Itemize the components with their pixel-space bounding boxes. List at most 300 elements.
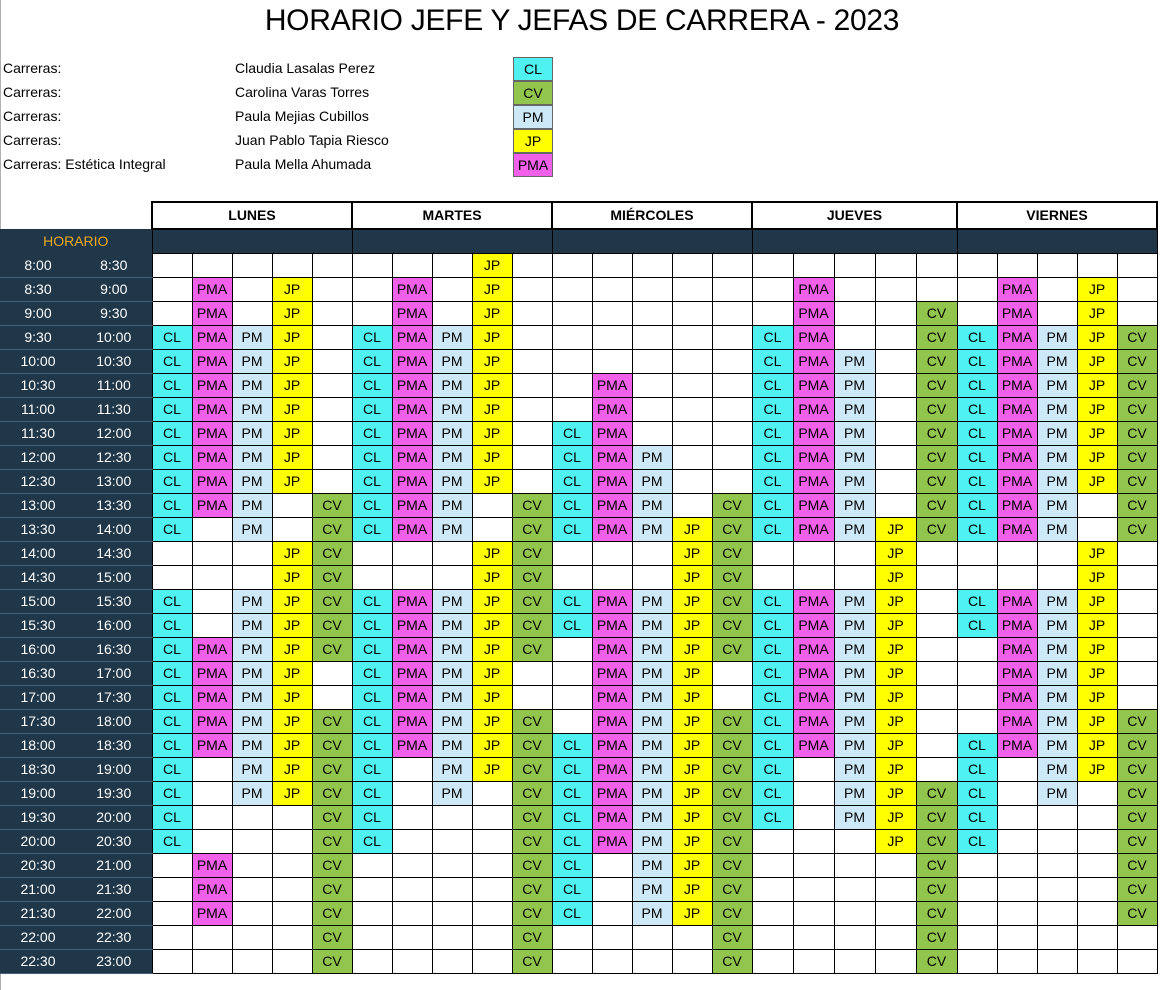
- schedule-cell: PMA: [592, 397, 632, 421]
- schedule-cell: CL: [552, 829, 592, 853]
- schedule-cell: JP: [472, 253, 512, 277]
- schedule-cell: [712, 373, 752, 397]
- legend-person-name: Carolina Varas Torres: [235, 84, 370, 100]
- schedule-cell: PM: [834, 685, 875, 709]
- schedule-cell: [875, 445, 916, 469]
- schedule-cell: CL: [957, 829, 997, 853]
- schedule-cell: PMA: [793, 637, 834, 661]
- schedule-cell: PM: [632, 853, 672, 877]
- schedule-cell: [272, 493, 312, 517]
- schedule-cell: CL: [752, 421, 793, 445]
- schedule-cell: PMA: [192, 301, 232, 325]
- schedule-cell: PMA: [592, 709, 632, 733]
- schedule-cell: CV: [1117, 469, 1157, 493]
- schedule-cell: [512, 349, 552, 373]
- table-row: [0, 565, 1157, 589]
- schedule-cell: PM: [1037, 733, 1077, 757]
- schedule-cell: CL: [352, 613, 392, 637]
- schedule-cell: [875, 949, 916, 973]
- schedule-cell: PM: [632, 757, 672, 781]
- table-row: [0, 685, 1157, 709]
- slot-end-time: 19:30: [76, 781, 152, 805]
- schedule-cell: [793, 253, 834, 277]
- schedule-cell: JP: [1077, 541, 1117, 565]
- schedule-cell: PM: [1037, 349, 1077, 373]
- page-title: HORARIO JEFE Y JEFAS DE CARRERA - 2023: [264, 4, 900, 37]
- table-row: [0, 469, 1157, 493]
- table-row: [0, 805, 1157, 829]
- schedule-cell: CV: [312, 517, 352, 541]
- schedule-cell: [712, 301, 752, 325]
- legend-person-name: Paula Mejias Cubillos: [235, 108, 369, 124]
- schedule-cell: CV: [312, 877, 352, 901]
- slot-start-time: 15:30: [0, 613, 76, 637]
- schedule-cell: JP: [272, 781, 312, 805]
- schedule-cell: PMA: [192, 853, 232, 877]
- schedule-cell: PM: [432, 685, 472, 709]
- schedule-cell: PM: [232, 493, 272, 517]
- schedule-cell: CL: [957, 421, 997, 445]
- slot-start-time: 13:30: [0, 517, 76, 541]
- table-row: [0, 661, 1157, 685]
- slot-start-time: 17:00: [0, 685, 76, 709]
- schedule-cell: JP: [875, 661, 916, 685]
- schedule-cell: CV: [1117, 829, 1157, 853]
- schedule-cell: [672, 253, 712, 277]
- schedule-cell: [793, 949, 834, 973]
- schedule-cell: [672, 493, 712, 517]
- schedule-cell: [1037, 277, 1077, 301]
- schedule-cell: [875, 349, 916, 373]
- schedule-cell: JP: [272, 373, 312, 397]
- slot-end-time: 23:00: [76, 949, 152, 973]
- schedule-cell: PMA: [997, 589, 1037, 613]
- schedule-cell: PMA: [392, 709, 432, 733]
- schedule-cell: [272, 853, 312, 877]
- schedule-cell: JP: [875, 589, 916, 613]
- schedule-cell: PM: [632, 685, 672, 709]
- schedule-cell: JP: [472, 325, 512, 349]
- schedule-cell: [1117, 925, 1157, 949]
- slot-start-time: 10:30: [0, 373, 76, 397]
- schedule-cell: [392, 805, 432, 829]
- schedule-cell: [192, 781, 232, 805]
- schedule-cell: PM: [632, 445, 672, 469]
- schedule-cell: CV: [916, 421, 957, 445]
- schedule-cell: CV: [512, 877, 552, 901]
- schedule-cell: CL: [152, 733, 192, 757]
- schedule-cell: CV: [916, 469, 957, 493]
- schedule-cell: [512, 301, 552, 325]
- schedule-cell: [152, 901, 192, 925]
- schedule-cell: [512, 277, 552, 301]
- schedule-cell: PMA: [192, 661, 232, 685]
- schedule-cell: CV: [916, 877, 957, 901]
- schedule-cell: PMA: [592, 445, 632, 469]
- schedule-cell: JP: [272, 637, 312, 661]
- schedule-cell: [712, 325, 752, 349]
- schedule-cell: [152, 565, 192, 589]
- slot-end-time: 19:00: [76, 757, 152, 781]
- schedule-cell: [1077, 877, 1117, 901]
- schedule-cell: CV: [312, 493, 352, 517]
- schedule-cell: [472, 829, 512, 853]
- schedule-cell: CV: [712, 901, 752, 925]
- schedule-cell: PMA: [793, 325, 834, 349]
- schedule-cell: [192, 253, 232, 277]
- schedule-cell: [875, 397, 916, 421]
- schedule-cell: PMA: [192, 709, 232, 733]
- schedule-cell: JP: [672, 613, 712, 637]
- schedule-cell: PMA: [392, 397, 432, 421]
- slot-start-time: 12:30: [0, 469, 76, 493]
- schedule-cell: JP: [672, 733, 712, 757]
- schedule-cell: PM: [432, 781, 472, 805]
- schedule-cell: [793, 901, 834, 925]
- schedule-cell: CV: [312, 541, 352, 565]
- schedule-cell: PM: [1037, 661, 1077, 685]
- schedule-cell: PM: [432, 637, 472, 661]
- schedule-cell: [916, 565, 957, 589]
- schedule-cell: PM: [432, 757, 472, 781]
- schedule-cell: PM: [834, 637, 875, 661]
- slot-start-time: 21:30: [0, 901, 76, 925]
- schedule-cell: [632, 925, 672, 949]
- schedule-cell: [834, 949, 875, 973]
- schedule-cell: JP: [672, 757, 712, 781]
- schedule-cell: [997, 877, 1037, 901]
- schedule-cell: PMA: [392, 661, 432, 685]
- schedule-cell: [552, 253, 592, 277]
- schedule-cell: CL: [152, 685, 192, 709]
- schedule-cell: PMA: [997, 445, 1037, 469]
- schedule-cell: PM: [834, 589, 875, 613]
- schedule-cell: [834, 325, 875, 349]
- schedule-cell: [957, 877, 997, 901]
- schedule-cell: [512, 421, 552, 445]
- legend-row: [0, 57, 560, 81]
- schedule-cell: [957, 565, 997, 589]
- schedule-cell: JP: [272, 445, 312, 469]
- schedule-cell: CV: [512, 541, 552, 565]
- schedule-cell: CL: [957, 757, 997, 781]
- schedule-cell: [916, 709, 957, 733]
- schedule-cell: [712, 469, 752, 493]
- schedule-cell: CL: [957, 469, 997, 493]
- slot-start-time: 17:30: [0, 709, 76, 733]
- schedule-cell: CL: [352, 709, 392, 733]
- schedule-cell: [916, 613, 957, 637]
- schedule-cell: [712, 397, 752, 421]
- schedule-cell: CV: [312, 949, 352, 973]
- schedule-cell: PMA: [793, 733, 834, 757]
- schedule-cell: CL: [552, 613, 592, 637]
- schedule-cell: PMA: [392, 733, 432, 757]
- schedule-cell: [1077, 829, 1117, 853]
- schedule-cell: PMA: [592, 517, 632, 541]
- legend-code-badge: CL: [513, 57, 553, 81]
- schedule-cell: CL: [152, 421, 192, 445]
- schedule-cell: CL: [152, 589, 192, 613]
- schedule-cell: [712, 253, 752, 277]
- schedule-cell: CL: [152, 373, 192, 397]
- schedule-cell: [1077, 901, 1117, 925]
- schedule-cell: JP: [272, 349, 312, 373]
- schedule-cell: CL: [752, 325, 793, 349]
- slot-end-time: 22:00: [76, 901, 152, 925]
- schedule-cell: [957, 253, 997, 277]
- schedule-cell: PM: [232, 349, 272, 373]
- schedule-cell: [192, 829, 232, 853]
- schedule-cell: CV: [916, 325, 957, 349]
- schedule-cell: JP: [1077, 325, 1117, 349]
- legend-career-label: Carreras:: [3, 132, 62, 148]
- table-row: [0, 709, 1157, 733]
- schedule-cell: CL: [957, 733, 997, 757]
- schedule-cell: [712, 445, 752, 469]
- schedule-cell: [392, 949, 432, 973]
- schedule-cell: [1077, 805, 1117, 829]
- schedule-cell: CV: [712, 829, 752, 853]
- schedule-cell: JP: [272, 541, 312, 565]
- schedule-cell: [916, 541, 957, 565]
- schedule-cell: [192, 757, 232, 781]
- schedule-cell: PMA: [392, 469, 432, 493]
- schedule-cell: CL: [352, 397, 392, 421]
- schedule-cell: [432, 277, 472, 301]
- schedule-cell: CL: [957, 493, 997, 517]
- schedule-cell: CV: [512, 733, 552, 757]
- schedule-cell: [793, 853, 834, 877]
- schedule-cell: [472, 901, 512, 925]
- schedule-cell: PM: [632, 637, 672, 661]
- schedule-cell: PMA: [793, 349, 834, 373]
- schedule-cell: CL: [752, 493, 793, 517]
- schedule-cell: PMA: [793, 661, 834, 685]
- schedule-cell: CL: [352, 685, 392, 709]
- schedule-cell: [512, 397, 552, 421]
- schedule-cell: CL: [752, 733, 793, 757]
- slot-end-time: 12:30: [76, 445, 152, 469]
- schedule-cell: CL: [957, 349, 997, 373]
- schedule-cell: JP: [1077, 373, 1117, 397]
- schedule-cell: PM: [232, 517, 272, 541]
- schedule-cell: CV: [312, 805, 352, 829]
- schedule-cell: [632, 397, 672, 421]
- schedule-cell: PMA: [592, 661, 632, 685]
- schedule-cell: [1117, 685, 1157, 709]
- schedule-cell: [1117, 949, 1157, 973]
- schedule-cell: [352, 541, 392, 565]
- legend-row: [0, 105, 560, 129]
- legend-code-badge: CV: [513, 81, 553, 105]
- slot-start-time: 15:00: [0, 589, 76, 613]
- schedule-cell: CL: [957, 397, 997, 421]
- schedule-cell: [1117, 637, 1157, 661]
- schedule-cell: [997, 757, 1037, 781]
- slot-end-time: 10:30: [76, 349, 152, 373]
- schedule-cell: CV: [916, 349, 957, 373]
- table-row: [0, 589, 1157, 613]
- schedule-cell: CV: [1117, 349, 1157, 373]
- schedule-cell: JP: [1077, 397, 1117, 421]
- schedule-cell: PM: [232, 613, 272, 637]
- schedule-cell: JP: [472, 589, 512, 613]
- schedule-cell: CL: [152, 637, 192, 661]
- schedule-cell: PM: [232, 469, 272, 493]
- slot-start-time: 12:00: [0, 445, 76, 469]
- schedule-cell: CV: [1117, 757, 1157, 781]
- schedule-cell: CV: [712, 877, 752, 901]
- schedule-cell: JP: [272, 421, 312, 445]
- day-header-bar: [957, 229, 1157, 253]
- schedule-cell: [272, 805, 312, 829]
- slot-end-time: 18:00: [76, 709, 152, 733]
- slot-start-time: 8:00: [0, 253, 76, 277]
- schedule-cell: JP: [672, 805, 712, 829]
- schedule-cell: [352, 853, 392, 877]
- slot-end-time: 15:30: [76, 589, 152, 613]
- slot-end-time: 20:00: [76, 805, 152, 829]
- schedule-cell: [997, 949, 1037, 973]
- schedule-cell: [1037, 925, 1077, 949]
- schedule-cell: PM: [232, 757, 272, 781]
- schedule-cell: CV: [1117, 733, 1157, 757]
- schedule-cell: CV: [1117, 493, 1157, 517]
- table-row: [0, 349, 1157, 373]
- schedule-cell: [552, 397, 592, 421]
- slot-start-time: 10:00: [0, 349, 76, 373]
- schedule-cell: PM: [1037, 517, 1077, 541]
- schedule-cell: PMA: [793, 373, 834, 397]
- schedule-cell: CL: [152, 445, 192, 469]
- schedule-cell: PMA: [793, 397, 834, 421]
- legend-person-name: Paula Mella Ahumada: [235, 156, 372, 172]
- schedule-cell: CV: [312, 613, 352, 637]
- schedule-cell: JP: [672, 517, 712, 541]
- schedule-cell: [1117, 277, 1157, 301]
- schedule-cell: PMA: [793, 301, 834, 325]
- schedule-cell: PMA: [997, 469, 1037, 493]
- schedule-cell: CL: [552, 493, 592, 517]
- schedule-cell: JP: [472, 397, 512, 421]
- schedule-cell: PM: [834, 757, 875, 781]
- schedule-cell: CV: [1117, 421, 1157, 445]
- schedule-cell: [1037, 877, 1077, 901]
- legend-career-label: Carreras:: [3, 84, 62, 100]
- schedule-cell: CL: [152, 397, 192, 421]
- slot-end-time: 14:30: [76, 541, 152, 565]
- schedule-cell: PM: [1037, 397, 1077, 421]
- schedule-cell: PMA: [997, 397, 1037, 421]
- slot-start-time: 11:30: [0, 421, 76, 445]
- schedule-cell: JP: [672, 589, 712, 613]
- schedule-cell: PMA: [392, 493, 432, 517]
- schedule-cell: [916, 685, 957, 709]
- schedule-cell: PMA: [793, 469, 834, 493]
- slot-start-time: 20:30: [0, 853, 76, 877]
- schedule-cell: [392, 565, 432, 589]
- schedule-cell: [957, 685, 997, 709]
- schedule-cell: [392, 901, 432, 925]
- schedule-cell: [312, 373, 352, 397]
- schedule-cell: CV: [1117, 397, 1157, 421]
- schedule-cell: PMA: [997, 685, 1037, 709]
- schedule-cell: [712, 277, 752, 301]
- schedule-cell: [312, 469, 352, 493]
- schedule-cell: CL: [552, 421, 592, 445]
- slot-start-time: 9:30: [0, 325, 76, 349]
- slot-start-time: 22:00: [0, 925, 76, 949]
- table-row: [0, 397, 1157, 421]
- legend-code-badge: PMA: [513, 153, 553, 177]
- schedule-cell: JP: [875, 517, 916, 541]
- schedule-cell: PM: [632, 469, 672, 493]
- slot-end-time: 17:30: [76, 685, 152, 709]
- schedule-cell: CV: [916, 493, 957, 517]
- schedule-cell: CV: [512, 757, 552, 781]
- schedule-cell: CV: [712, 925, 752, 949]
- schedule-cell: PM: [1037, 325, 1077, 349]
- schedule-cell: CL: [752, 781, 793, 805]
- schedule-cell: [875, 421, 916, 445]
- schedule-cell: [512, 325, 552, 349]
- schedule-cell: PM: [232, 661, 272, 685]
- schedule-cell: [432, 949, 472, 973]
- schedule-cell: [632, 541, 672, 565]
- table-row: [0, 949, 1157, 973]
- schedule-cell: CV: [512, 709, 552, 733]
- schedule-cell: CV: [312, 925, 352, 949]
- schedule-cell: [875, 877, 916, 901]
- schedule-cell: CV: [1117, 709, 1157, 733]
- schedule-cell: [192, 613, 232, 637]
- schedule-cell: CL: [352, 781, 392, 805]
- schedule-cell: [1117, 661, 1157, 685]
- schedule-cell: [592, 877, 632, 901]
- schedule-cell: [552, 325, 592, 349]
- schedule-cell: CL: [152, 325, 192, 349]
- schedule-cell: JP: [875, 637, 916, 661]
- schedule-cell: JP: [672, 541, 712, 565]
- schedule-cell: [472, 781, 512, 805]
- schedule-cell: [1117, 565, 1157, 589]
- schedule-cell: PMA: [997, 349, 1037, 373]
- slot-start-time: 20:00: [0, 829, 76, 853]
- schedule-cell: JP: [875, 829, 916, 853]
- schedule-cell: JP: [1077, 349, 1117, 373]
- table-row: [0, 325, 1157, 349]
- schedule-cell: [152, 277, 192, 301]
- schedule-cell: CL: [152, 805, 192, 829]
- schedule-cell: JP: [472, 373, 512, 397]
- slot-end-time: 17:00: [76, 661, 152, 685]
- schedule-cell: [352, 877, 392, 901]
- schedule-cell: CL: [152, 781, 192, 805]
- schedule-cell: CV: [1117, 901, 1157, 925]
- schedule-cell: [632, 421, 672, 445]
- schedule-cell: PM: [632, 517, 672, 541]
- schedule-cell: CL: [752, 805, 793, 829]
- schedule-cell: PM: [834, 397, 875, 421]
- schedule-cell: [432, 901, 472, 925]
- schedule-cell: JP: [672, 685, 712, 709]
- schedule-cell: [752, 949, 793, 973]
- schedule-cell: CV: [312, 829, 352, 853]
- slot-end-time: 9:30: [76, 301, 152, 325]
- slot-start-time: 19:00: [0, 781, 76, 805]
- schedule-cell: PMA: [592, 373, 632, 397]
